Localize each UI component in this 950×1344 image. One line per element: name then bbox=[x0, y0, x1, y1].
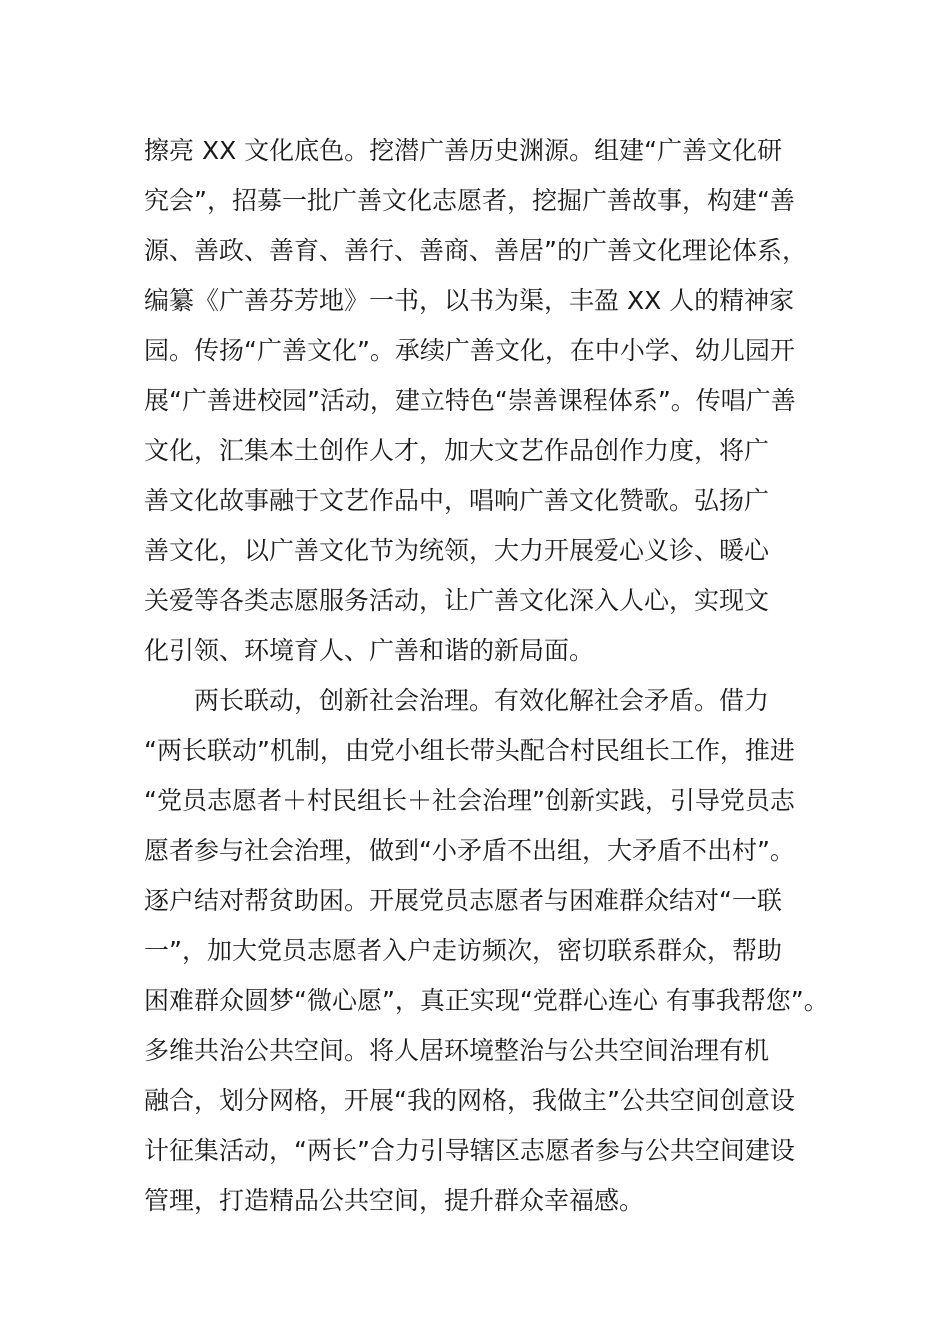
text-line: 两长联动，创新社会治理。有效化解社会矛盾。借力 bbox=[194, 686, 770, 715]
text-line: 展“广善进校园”活动，建立特色“崇善课程体系”。传唱广善 bbox=[144, 386, 796, 415]
text-line: “党员志愿者＋村民组长＋社会治理”创新实践，引导党员志 bbox=[144, 786, 795, 815]
text-line: 逐户结对帮贫助困。开展党员志愿者与困难群众结对“一联 bbox=[144, 886, 782, 915]
text-line: 编纂《广善芬芳地》一书，以书为渠，丰盈 XX 人的精神家 bbox=[144, 286, 795, 315]
text-line: 善文化故事融于文艺作品中，唱响广善文化赞歌。弘扬广 bbox=[144, 486, 770, 515]
text-line: “两长联动”机制，由党小组长带头配合村民组长工作，推进 bbox=[144, 736, 795, 765]
text-line: 计征集活动，“两长”合力引导辖区志愿者参与公共空间建设 bbox=[144, 1136, 795, 1165]
text-line: 擦亮 XX 文化底色。挖潜广善历史渊源。组建“广善文化研 bbox=[144, 136, 783, 165]
text-line: 管理，打造精品公共空间，提升群众幸福感。 bbox=[144, 1186, 645, 1215]
text-line: 园。传扬“广善文化”。承续广善文化，在中小学、幼儿园开 bbox=[144, 336, 795, 365]
text-line: 融合，划分网格，开展“我的网格，我做主”公共空间创意设 bbox=[144, 1086, 795, 1115]
text-line: 困难群众圆梦“微心愿”，真正实现“党群心连心 有事我帮您”。 bbox=[144, 986, 829, 1015]
text-line: 关爱等各类志愿服务活动，让广善文化深入人心，实现文 bbox=[144, 586, 770, 615]
text-line: 源、善政、善育、善行、善商、善居”的广善文化理论体系， bbox=[144, 236, 807, 265]
text-line: 一”，加大党员志愿者入户走访频次，密切联系群众，帮助 bbox=[144, 936, 782, 965]
text-line: 化引领、环境育人、广善和谐的新局面。 bbox=[144, 636, 595, 665]
text-line: 善文化，以广善文化节为统领，大力开展爱心义诊、暖心 bbox=[144, 536, 770, 565]
text-line: 多维共治公共空间。将人居环境整治与公共空间治理有机 bbox=[144, 1036, 770, 1065]
body-text bbox=[144, 126, 829, 1226]
text-line: 究会”，招募一批广善文化志愿者，挖掘广善故事，构建“善 bbox=[144, 186, 795, 215]
text-line: 愿者参与社会治理，做到“小矛盾不出组，大矛盾不出村”。 bbox=[144, 836, 795, 865]
text-line: 文化，汇集本土创作人才，加大文艺作品创作力度，将广 bbox=[144, 436, 770, 465]
